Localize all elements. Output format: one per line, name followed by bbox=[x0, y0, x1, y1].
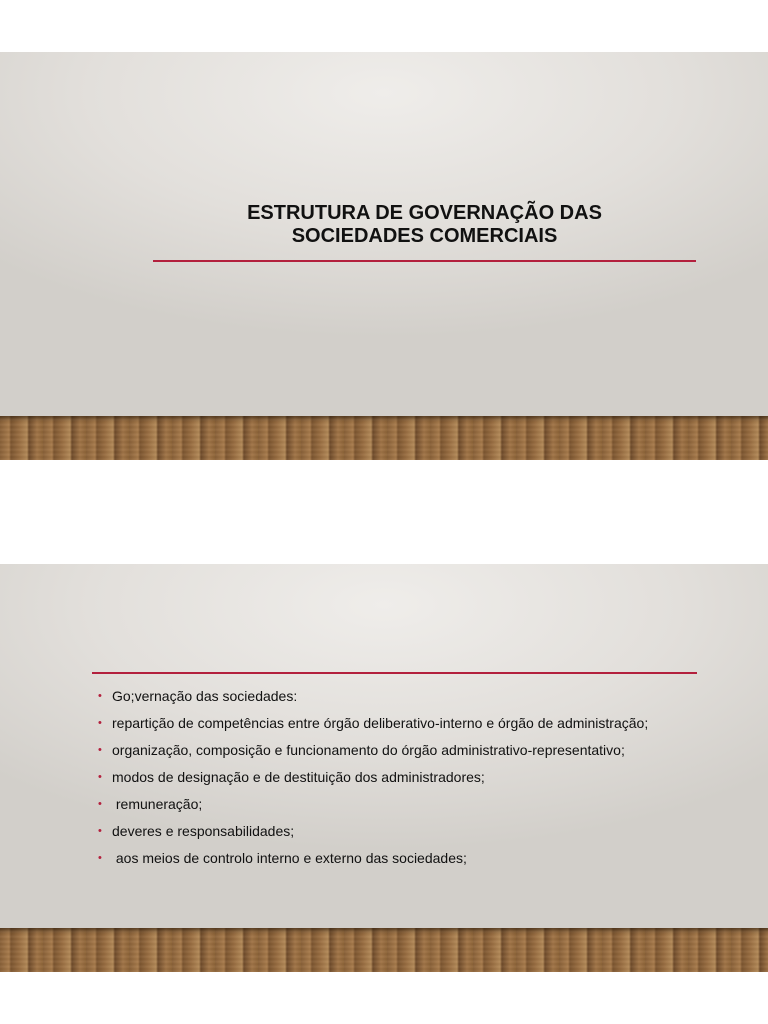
list-item bbox=[96, 710, 736, 737]
slide-1 bbox=[0, 52, 768, 460]
slide-title-line-2: SOCIEDADES COMERCIAIS bbox=[291, 225, 558, 247]
bullet-icon: • bbox=[98, 798, 102, 810]
bullet-icon: • bbox=[98, 825, 102, 837]
list-item-text: organização, composição e funcionamento do órgão administrativo-representativo; bbox=[112, 742, 625, 758]
list-item-text: aos meios de controlo interno e externo das sociedades; bbox=[112, 850, 467, 866]
list-item bbox=[96, 845, 736, 872]
list-item bbox=[96, 818, 736, 845]
list-item-text: repartição de competências entre órgão deliberativo-interno e órgão de administração; bbox=[112, 715, 649, 731]
list-item-text: deveres e responsabilidades; bbox=[112, 823, 295, 839]
bullet-icon: • bbox=[98, 771, 102, 783]
bullet-icon: • bbox=[98, 852, 102, 864]
bullet-icon: • bbox=[98, 744, 102, 756]
list-item-text: remuneração; bbox=[112, 796, 203, 812]
wood-floor-decoration bbox=[0, 416, 768, 460]
bullet-icon: • bbox=[98, 717, 102, 729]
title-divider bbox=[153, 260, 696, 262]
slide-2 bbox=[0, 564, 768, 972]
list-item-text: Go;vernação das sociedades: bbox=[112, 688, 298, 704]
slide-title bbox=[153, 202, 696, 248]
list-item bbox=[96, 791, 736, 818]
slide-title-line-1: ESTRUTURA DE GOVERNAÇÃO DAS bbox=[247, 202, 602, 224]
list-item-text: modos de designação e de destituição dos administradores; bbox=[112, 769, 485, 785]
bullet-icon: • bbox=[98, 690, 102, 702]
wood-floor-decoration bbox=[0, 928, 768, 972]
list-item bbox=[96, 764, 736, 791]
list-item bbox=[96, 737, 736, 764]
list-item bbox=[96, 683, 736, 710]
content-divider bbox=[92, 672, 697, 674]
bullet-list bbox=[96, 683, 736, 872]
